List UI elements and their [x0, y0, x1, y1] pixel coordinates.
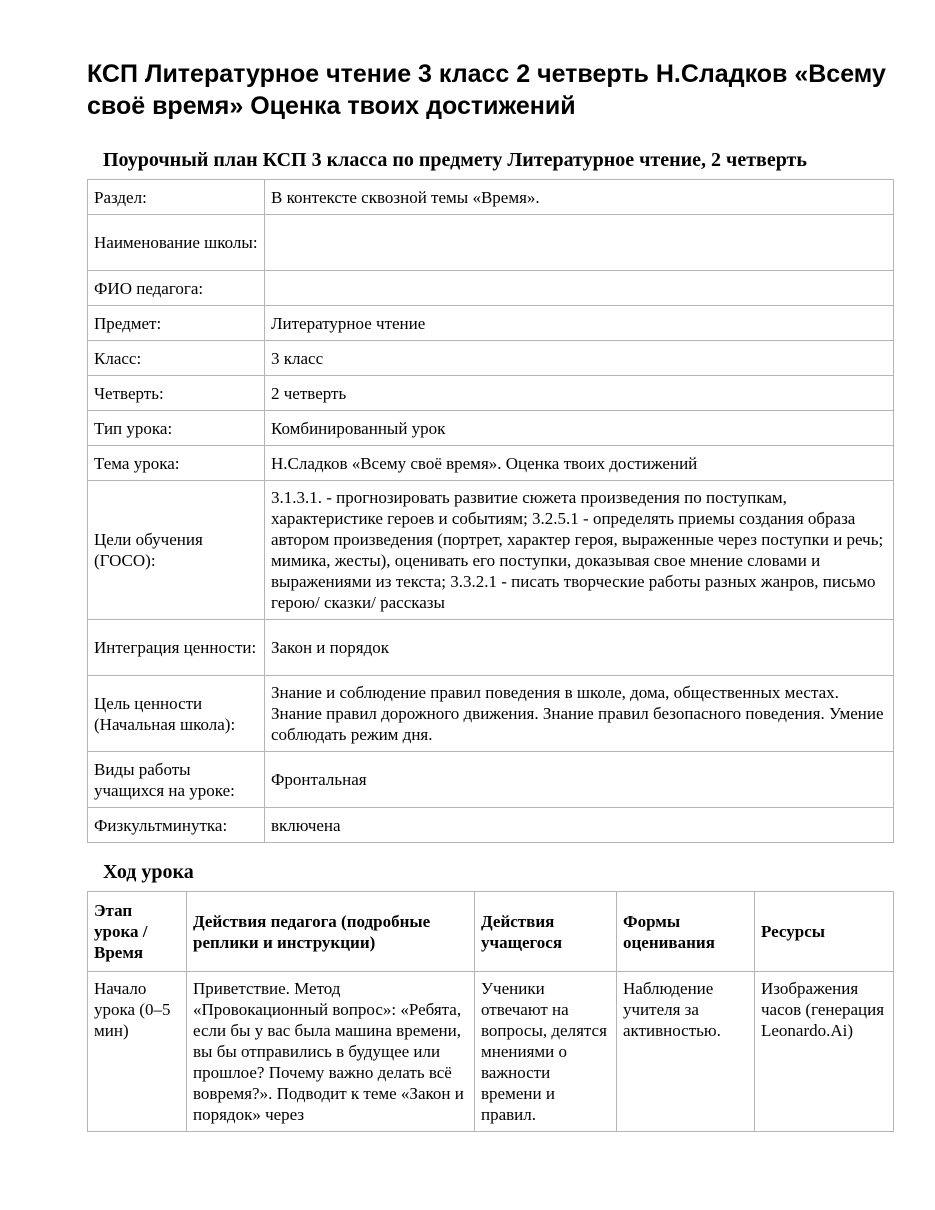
plan-label: Физкультминутка:: [88, 808, 265, 843]
plan-value: включена: [265, 808, 894, 843]
plan-row-quarter: [88, 376, 894, 411]
plan-label: Тип урока:: [88, 411, 265, 446]
column-header-resources: Ресурсы: [755, 892, 894, 972]
plan-row-learning-goals: [88, 481, 894, 620]
plan-row-value-integration: [88, 620, 894, 676]
plan-label: ФИО педагога:: [88, 271, 265, 306]
plan-row-school: [88, 215, 894, 271]
cell-assessment: Наблюдение учителя за активностью.: [617, 972, 755, 1132]
column-header-student-actions: Действия учащегося: [475, 892, 617, 972]
plan-row-section: [88, 180, 894, 215]
plan-value: 3 класс: [265, 341, 894, 376]
plan-row-value-goal: [88, 676, 894, 752]
plan-row-topic: [88, 446, 894, 481]
plan-value: Фронтальная: [265, 752, 894, 808]
plan-label: Четверть:: [88, 376, 265, 411]
plan-label: Цели обучения (ГОСО):: [88, 481, 265, 620]
plan-row-subject: [88, 306, 894, 341]
plan-row-teacher: [88, 271, 894, 306]
plan-label: Наименование школы:: [88, 215, 265, 271]
lesson-flow-header-row: [88, 892, 894, 972]
column-header-assessment: Формы оценивания: [617, 892, 755, 972]
lesson-flow-heading: Ход урока: [103, 861, 194, 883]
plan-value: Знание и соблюдение правил поведения в школе, дома, общественных местах. Знание правил дорожного движения. Знание правил безопасного поведения. Умение соблюдать режим дня.: [265, 676, 894, 752]
column-header-stage: Этап урока / Время: [88, 892, 187, 972]
plan-heading: Поурочный план КСП 3 класса по предмету Литературное чтение, 2 четверть: [103, 149, 807, 171]
plan-label: Тема урока:: [88, 446, 265, 481]
plan-value: [265, 271, 894, 306]
plan-row-work-types: [88, 752, 894, 808]
column-header-teacher-actions: Действия педагога (подробные реплики и инструкции): [187, 892, 475, 972]
plan-value: Н.Сладков «Всему своё время». Оценка твоих достижений: [265, 446, 894, 481]
plan-label: Класс:: [88, 341, 265, 376]
cell-student-actions: Ученики отвечают на вопросы, делятся мнениями о важности времени и правил.: [475, 972, 617, 1132]
plan-label: Цель ценности (Начальная школа):: [88, 676, 265, 752]
plan-value: Закон и порядок: [265, 620, 894, 676]
plan-value: Комбинированный урок: [265, 411, 894, 446]
plan-label: Виды работы учащихся на уроке:: [88, 752, 265, 808]
cell-resources: Изображения часов (генерация Leonardo.Ai): [755, 972, 894, 1132]
plan-value: 3.1.3.1. - прогнозировать развитие сюжета произведения по поступкам, характеристике героев и событиям; 3.2.5.1 - определять приемы создания образа автором произведения (портрет, характер героя, выраженные через поступки и речь; мимика, жесты), оценивать его поступки, доказывая свое мнение словами и выражениями из текста; 3.3.2.1 - писать творческие работы разных жанров, письмо герою/ сказки/ рассказы: [265, 481, 894, 620]
cell-stage: Начало урока (0–5 мин): [88, 972, 187, 1132]
table-row: [88, 972, 894, 1132]
lesson-plan-table: [87, 179, 894, 843]
plan-value: Литературное чтение: [265, 306, 894, 341]
plan-value: В контексте сквозной темы «Время».: [265, 180, 894, 215]
cell-teacher-actions: Приветствие. Метод «Провокационный вопрос»: «Ребята, если бы у вас была машина времени, вы бы отправились в будущее или прошлое? Почему важно делать всё вовремя?». Подводит к теме «Закон и порядок» через: [187, 972, 475, 1132]
plan-value: 2 четверть: [265, 376, 894, 411]
plan-row-grade: [88, 341, 894, 376]
plan-label: Раздел:: [88, 180, 265, 215]
plan-row-exercise-break: [88, 808, 894, 843]
plan-row-lesson-type: [88, 411, 894, 446]
lesson-flow-table: [87, 891, 894, 1132]
plan-value: [265, 215, 894, 271]
plan-label: Предмет:: [88, 306, 265, 341]
plan-label: Интеграция ценности:: [88, 620, 265, 676]
document-title: КСП Литературное чтение 3 класс 2 четверть Н.Сладков «Всему своё время» Оценка твоих достижений: [87, 60, 886, 120]
